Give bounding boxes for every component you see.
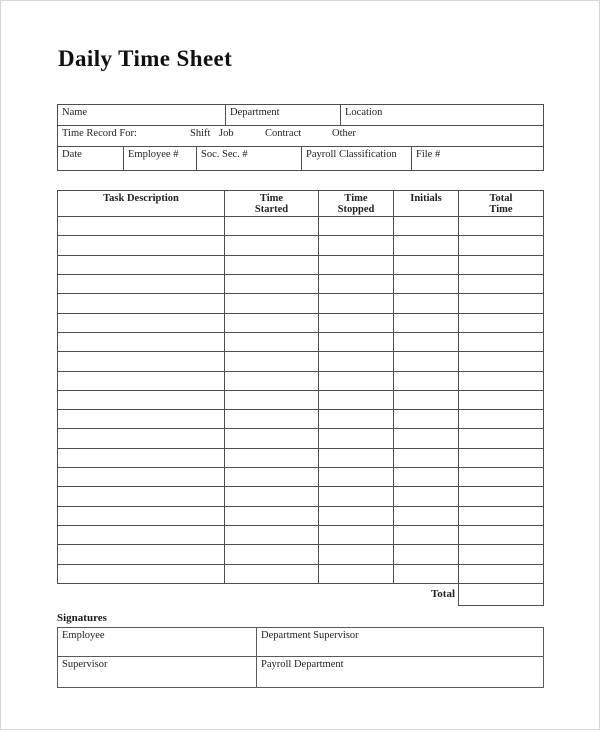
header-line: Time xyxy=(259,193,284,204)
employee-signature-label: Employee xyxy=(62,629,105,641)
task-cell xyxy=(225,429,319,448)
task-cell xyxy=(459,294,544,313)
soc-sec-number-label: Soc. Sec. # xyxy=(201,149,248,160)
payroll-department-signature-label: Payroll Department xyxy=(261,658,344,670)
employee-info-row3 xyxy=(57,146,544,171)
task-cell xyxy=(319,332,394,351)
total-time-field xyxy=(458,584,544,606)
task-row xyxy=(58,429,544,448)
task-cell xyxy=(394,526,459,545)
task-cell xyxy=(58,255,225,274)
task-cell xyxy=(319,564,394,583)
task-cell xyxy=(319,429,394,448)
task-cell xyxy=(459,468,544,487)
task-cell xyxy=(225,564,319,583)
task-cell xyxy=(225,371,319,390)
task-cell xyxy=(58,526,225,545)
task-cell xyxy=(459,236,544,255)
task-cell xyxy=(58,390,225,409)
task-cell xyxy=(319,255,394,274)
task-row xyxy=(58,294,544,313)
payroll-classification-field xyxy=(302,147,412,171)
location-label: Location xyxy=(345,107,383,118)
task-cell xyxy=(225,468,319,487)
task-cell xyxy=(58,506,225,525)
initials-header xyxy=(394,191,459,217)
total-label: Total xyxy=(430,587,455,600)
task-cell xyxy=(319,526,394,545)
task-cell xyxy=(459,371,544,390)
task-cell xyxy=(58,371,225,390)
signatures-table xyxy=(57,627,544,688)
task-row xyxy=(58,526,544,545)
employee-signature-field xyxy=(58,627,257,656)
task-table-body xyxy=(58,217,544,584)
task-cell xyxy=(225,545,319,564)
total-time-header xyxy=(459,191,544,217)
task-cell xyxy=(319,448,394,467)
task-cell xyxy=(225,487,319,506)
supervisor-signature-field xyxy=(58,656,257,687)
task-table xyxy=(57,190,544,584)
task-table-header-row xyxy=(58,191,544,217)
task-cell xyxy=(394,487,459,506)
soc-sec-number-field xyxy=(197,147,302,171)
time-record-for-field xyxy=(58,126,544,147)
task-cell xyxy=(319,217,394,236)
task-cell xyxy=(394,545,459,564)
task-row xyxy=(58,545,544,564)
task-cell xyxy=(319,506,394,525)
supervisor-signature-label: Supervisor xyxy=(62,658,108,670)
task-cell xyxy=(58,352,225,371)
total-row xyxy=(57,584,544,606)
task-cell xyxy=(394,448,459,467)
payroll-classification-label: Payroll Classification xyxy=(306,149,397,160)
header-line: Total xyxy=(489,193,513,204)
date-label: Date xyxy=(62,149,82,160)
department-supervisor-signature-label: Department Supervisor xyxy=(261,629,359,641)
employee-number-field xyxy=(124,147,197,171)
task-cell xyxy=(225,506,319,525)
task-cell xyxy=(459,332,544,351)
task-cell xyxy=(225,526,319,545)
task-cell xyxy=(394,255,459,274)
task-cell xyxy=(459,274,544,293)
task-cell xyxy=(394,332,459,351)
task-cell xyxy=(58,236,225,255)
task-cell xyxy=(459,506,544,525)
document-title: Daily Time Sheet xyxy=(58,46,233,71)
task-cell xyxy=(394,410,459,429)
task-row xyxy=(58,448,544,467)
header-line: Time xyxy=(489,204,513,215)
task-cell xyxy=(225,410,319,429)
task-cell xyxy=(58,564,225,583)
task-row xyxy=(58,506,544,525)
task-row xyxy=(58,468,544,487)
document-page xyxy=(1,46,599,688)
task-cell xyxy=(394,390,459,409)
contract-option-label: Contract xyxy=(265,128,302,139)
time-stopped-header xyxy=(319,191,394,217)
task-cell xyxy=(319,371,394,390)
name-label: Name xyxy=(62,107,88,118)
department-field xyxy=(226,105,341,126)
task-cell xyxy=(459,255,544,274)
task-cell xyxy=(225,217,319,236)
task-cell xyxy=(319,390,394,409)
task-cell xyxy=(319,294,394,313)
task-cell xyxy=(58,294,225,313)
task-cell xyxy=(225,352,319,371)
task-cell xyxy=(58,332,225,351)
task-cell xyxy=(319,468,394,487)
task-cell xyxy=(394,274,459,293)
task-row xyxy=(58,371,544,390)
signature-row xyxy=(58,656,544,687)
shift-option-label: Shift xyxy=(190,128,211,139)
task-row xyxy=(58,390,544,409)
task-cell xyxy=(58,410,225,429)
task-cell xyxy=(459,564,544,583)
task-cell xyxy=(225,332,319,351)
task-cell xyxy=(58,487,225,506)
task-row xyxy=(58,410,544,429)
task-cell xyxy=(459,448,544,467)
info-row xyxy=(58,147,544,171)
task-row xyxy=(58,313,544,332)
task-cell xyxy=(319,487,394,506)
task-cell xyxy=(58,545,225,564)
task-row xyxy=(58,255,544,274)
task-row xyxy=(58,352,544,371)
task-cell xyxy=(319,236,394,255)
other-option-label: Other xyxy=(332,128,356,139)
signature-row xyxy=(58,627,544,656)
task-cell xyxy=(394,352,459,371)
employee-info-row2 xyxy=(57,125,544,147)
task-cell xyxy=(394,217,459,236)
header-line: Stopped xyxy=(337,204,375,215)
task-cell xyxy=(459,352,544,371)
task-cell xyxy=(319,313,394,332)
info-row xyxy=(58,105,544,126)
task-cell xyxy=(225,274,319,293)
header-line: Initials xyxy=(410,193,442,204)
location-field xyxy=(341,105,544,126)
header-line: Task Description xyxy=(103,193,179,204)
task-cell xyxy=(394,564,459,583)
task-cell xyxy=(225,294,319,313)
task-cell xyxy=(394,506,459,525)
task-cell xyxy=(58,448,225,467)
task-cell xyxy=(394,371,459,390)
date-field xyxy=(58,147,124,171)
task-cell xyxy=(459,313,544,332)
task-cell xyxy=(459,429,544,448)
task-cell xyxy=(319,410,394,429)
task-cell xyxy=(394,313,459,332)
task-row xyxy=(58,236,544,255)
task-cell xyxy=(459,526,544,545)
job-option-label: Job xyxy=(219,128,234,139)
task-cell xyxy=(459,390,544,409)
task-row xyxy=(58,332,544,351)
department-label: Department xyxy=(230,107,280,118)
time-started-header xyxy=(225,191,319,217)
task-cell xyxy=(459,545,544,564)
task-cell xyxy=(394,429,459,448)
task-cell xyxy=(319,352,394,371)
task-cell xyxy=(459,487,544,506)
task-cell xyxy=(459,410,544,429)
name-field xyxy=(58,105,226,126)
info-row xyxy=(58,126,544,147)
task-cell xyxy=(225,448,319,467)
task-description-header xyxy=(58,191,225,217)
task-cell xyxy=(225,390,319,409)
payroll-department-signature-field xyxy=(257,656,544,687)
employee-info-row1 xyxy=(57,104,544,126)
task-cell xyxy=(225,313,319,332)
header-line: Time xyxy=(344,193,368,204)
task-cell xyxy=(58,274,225,293)
task-row xyxy=(58,564,544,583)
time-record-for-label: Time Record For: xyxy=(62,128,137,139)
employee-number-label: Employee # xyxy=(128,149,179,160)
file-number-field xyxy=(412,147,544,171)
task-cell xyxy=(58,217,225,236)
department-supervisor-signature-field xyxy=(257,627,544,656)
file-number-label: File # xyxy=(416,149,441,160)
task-cell xyxy=(459,217,544,236)
task-cell xyxy=(58,313,225,332)
task-cell xyxy=(58,468,225,487)
task-cell xyxy=(58,429,225,448)
task-cell xyxy=(319,274,394,293)
task-row xyxy=(58,274,544,293)
task-row xyxy=(58,217,544,236)
task-row xyxy=(58,487,544,506)
task-cell xyxy=(394,294,459,313)
task-cell xyxy=(394,236,459,255)
task-cell xyxy=(319,545,394,564)
task-cell xyxy=(225,236,319,255)
task-cell xyxy=(394,468,459,487)
signatures-heading: Signatures xyxy=(57,611,107,624)
header-line: Started xyxy=(254,204,289,215)
task-cell xyxy=(225,255,319,274)
